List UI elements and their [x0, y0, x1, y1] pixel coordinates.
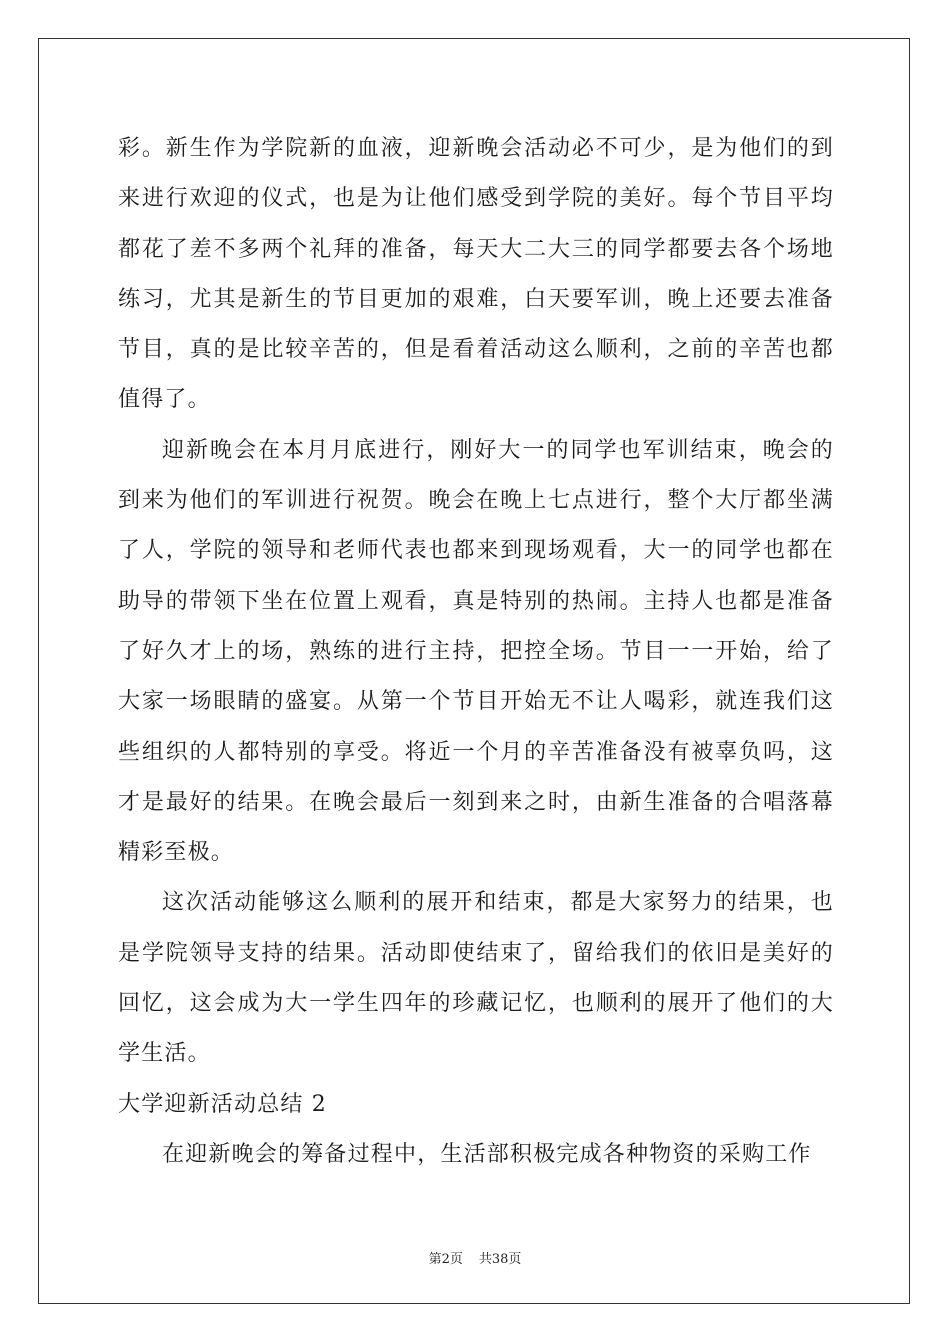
section-heading: 大学迎新活动总结 2 [118, 1091, 327, 1117]
paragraph-2: 迎新晚会在本月月底进行，刚好大一的同学也军训结束，晚会的到来为他们的军训进行祝贺。晚会在晚上七点进行，整个大厅都坐满了人，学院的领导和老师代表也都来到现场观看，大一的同学也都在助导的带领下坐在位置上观看，真是特别的热闹。主持人也都是准备了好久才上的场，熟练的进行主持，把控全场。节目一一开始，给了大家一场眼睛的盛宴。从第一个节目开始无不让人喝彩，就连我们这些组织的人都特别的享受。将近一个月的辛苦准备没有被辜负吗，这才是最好的结果。在晚会最后一刻到来之时，由新生准备的合唱落幕精彩至极。 [118, 437, 834, 866]
paragraph-1: 彩。新生作为学院新的血液，迎新晚会活动必不可少，是为他们的到来进行欢迎的仪式，也是为让他们感受到学院的美好。每个节目平均都花了差不多两个礼拜的准备，每天大二大三的同学都要去各个场地练习，尤其是新生的节目更加的艰难，白天要军训，晚上还要去准备节目，真的是比较辛苦的，但是看着活动这么顺利，之前的辛苦也都值得了。 [118, 136, 834, 413]
total-pages: 共38页 [478, 1252, 522, 1267]
paragraph-3: 这次活动能够这么顺利的展开和结束，都是大家努力的结果，也是学院领导支持的结果。活动即使结束了，留给我们的依旧是美好的回忆，这会成为大一学生四年的珍藏记忆，也顺利的展开了他们的大学生活。 [118, 890, 834, 1067]
paragraph-4: 在迎新晚会的筹备过程中，生活部积极完成各种物资的采购工作 [162, 1141, 812, 1167]
document-body [118, 124, 834, 1180]
page-number: 第2页 [428, 1252, 463, 1267]
page-footer [0, 1248, 950, 1267]
